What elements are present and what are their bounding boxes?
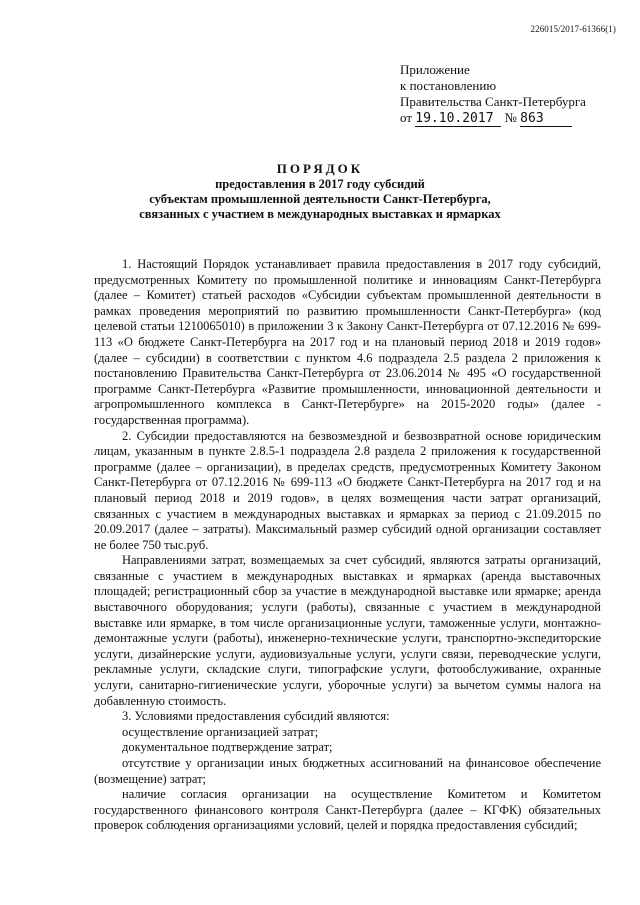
date-prefix: от — [400, 110, 413, 125]
paragraph-3: Направлениями затрат, возмещаемых за счет субсидий, являются затраты организаций, связанные с участием в международных выставках и ярмарках (аренда выставочных площадей; регистрационный сбор за участие в международной выставке или ярмарке; аренда выставочного оборудования; услуги (работы), связанные с участием в международной выставке или ярмарке, в том числе организационные услуги, таможенные услуги, монтажно-демонтажные услуги (работы), инженерно-технические услуги, транспортно-экспедиторские услуги, дизайнерские услуги, аудиовизуальные услуги, услуги связи, переводческие услуги, рекламные услуги, складские слуги, типографские услуги, фотообслуживание, охранные услуги, санитарно-гигиенические услуги, уборочные услуги) за вычетом суммы налога на добавленную стоимость. — [94, 553, 601, 708]
appendix-line-3: Правительства Санкт-Петербурга — [400, 94, 586, 109]
paragraph-6: документальное подтверждение затрат; — [122, 740, 333, 755]
document-body — [94, 257, 601, 834]
decree-date: 19.10.2017 — [415, 112, 501, 127]
paragraph-7: отсутствие у организации иных бюджетных ассигнований на финансовое обеспечение (возмещение) затрат; — [94, 756, 601, 786]
paragraph-4: 3. Условиями предоставления субсидий являются: — [122, 709, 390, 724]
paragraph-5: осуществление организацией затрат; — [122, 724, 319, 739]
number-prefix: № — [504, 110, 517, 125]
appendix-block — [400, 62, 610, 127]
title-heading: ПОРЯДОК — [276, 161, 364, 176]
title-line-2: субъектам промышленной деятельности Санкт-Петербурга, — [149, 192, 491, 206]
decree-number: 863 — [520, 112, 572, 127]
title-line-1: предоставления в 2017 году субсидий — [215, 177, 425, 191]
paragraph-8: наличие согласия организации на осуществление Комитетом и Комитетом государственного финансового контроля Санкт-Петербурга (далее – КГФК) обязательных проверок соблюдения организациями условий, целей и порядка предоставления субсидий; — [94, 787, 601, 833]
appendix-line-1: Приложение — [400, 62, 470, 77]
appendix-date-line — [400, 110, 610, 127]
paragraph-2: 2. Субсидии предоставляются на безвозмездной и безвозвратной основе юридическим лицам, указанным в пункте 2.8.5-1 подраздела 2.8 раздела 2 приложения к государственной программе (далее – организации), в пределах средств, предусмотренных Комитету Законом Санкт-Петербурга от 07.12.2016 № 699-113 «О бюджете Санкт-Петербурга на 2017 год и на плановый период 2018 и 2019 годов», в целях возмещения части затрат организаций, связанных с участием в международных выставках и ярмарках за период с 21.09.2015 по 20.09.2017 (далее – затраты). Максимальный размер субсидий одной организации составляет не более 750 тыс.руб. — [94, 428, 601, 552]
appendix-line-2: к постановлению — [400, 78, 497, 93]
document-id: 226015/2017-61366(1) — [530, 24, 616, 34]
title-line-3: связанных с участием в международных выставках и ярмарках — [139, 207, 501, 221]
document-title — [0, 160, 640, 222]
paragraph-1: 1. Настоящий Порядок устанавливает правила предоставления в 2017 году субсидий, предусмотренных Комитету по промышленной политике и инновациям Санкт-Петербурга (далее – Комитет) статьей расходов «Субсидии субъектам промышленной деятельности в рамках проведения мероприятий по развитию промышленности Санкт-Петербурга» (код целевой статьи 1210065010) в приложении 3 к Закону Санкт-Петербурга от 07.12.2016 № 699-113 «О бюджете Санкт-Петербурга на 2017 год и на плановый период 2018 и 2019 годов» (далее – субсидии) в соответствии с пунктом 4.6 подраздела 2.5 раздела 2 приложения к постановлению Правительства Санкт-Петербурга от 23.06.2014 № 495 «О государственной программе Санкт-Петербурга «Развитие промышленности, инновационной деятельности и агропромышленного комплекса в Санкт-Петербурге» на 2015-2020 годы» (далее - государственная программа). — [94, 257, 601, 427]
